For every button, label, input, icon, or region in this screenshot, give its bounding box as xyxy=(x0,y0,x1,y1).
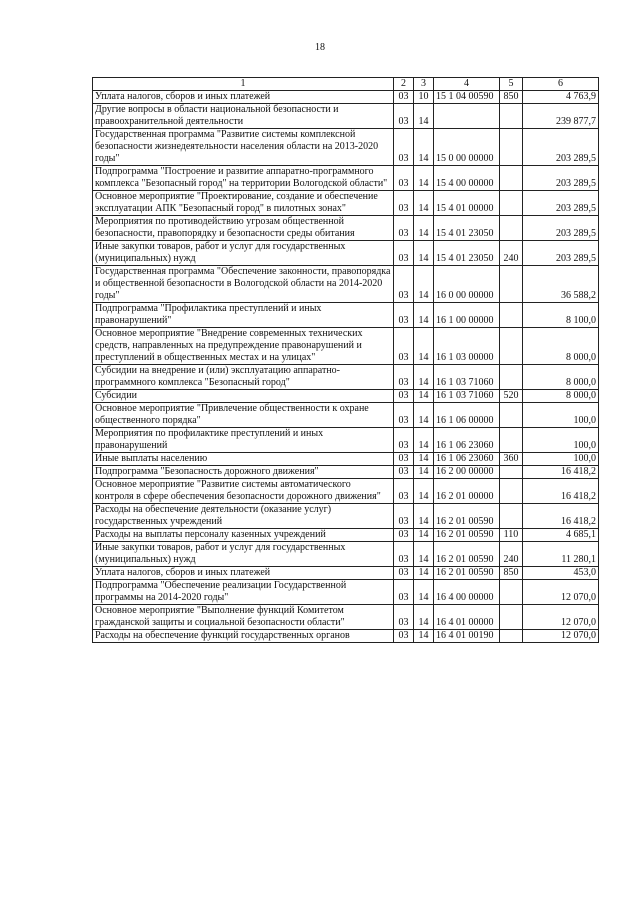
row-name: Иные закупки товаров, работ и услуг для государственных (муниципальных) нужд xyxy=(93,241,394,266)
row-subsection: 14 xyxy=(414,328,434,365)
row-target-article xyxy=(434,104,500,129)
row-name: Уплата налогов, сборов и иных платежей xyxy=(93,567,394,580)
row-subsection: 14 xyxy=(414,630,434,643)
row-target-article: 16 1 06 00000 xyxy=(434,403,500,428)
row-amount: 4 685,1 xyxy=(523,529,599,542)
row-target-article: 16 2 00 00000 xyxy=(434,466,500,479)
row-expense-type xyxy=(500,466,523,479)
row-expense-type xyxy=(500,479,523,504)
row-subsection: 10 xyxy=(414,91,434,104)
table-row xyxy=(93,580,599,605)
row-subsection: 14 xyxy=(414,241,434,266)
row-amount: 8 000,0 xyxy=(523,390,599,403)
row-section: 03 xyxy=(394,266,414,303)
table-row xyxy=(93,91,599,104)
row-expense-type: 240 xyxy=(500,542,523,567)
budget-table xyxy=(92,77,599,643)
table-row xyxy=(93,403,599,428)
column-header-target-article: 4 xyxy=(434,78,500,91)
row-target-article: 15 4 01 23050 xyxy=(434,216,500,241)
table-row xyxy=(93,191,599,216)
row-name: Подпрограмма "Безопасность дорожного движения" xyxy=(93,466,394,479)
row-name: Основное мероприятие "Проектирование, создание и обеспечение эксплуатации АПК "Безопасный город" в пилотных зонах" xyxy=(93,191,394,216)
row-amount: 239 877,7 xyxy=(523,104,599,129)
table-row xyxy=(93,303,599,328)
table-row xyxy=(93,542,599,567)
row-name: Расходы на выплаты персоналу казенных учреждений xyxy=(93,529,394,542)
row-expense-type: 110 xyxy=(500,529,523,542)
row-target-article: 16 2 01 00000 xyxy=(434,479,500,504)
row-expense-type xyxy=(500,104,523,129)
column-header-expense-type: 5 xyxy=(500,78,523,91)
column-header-subsection: 3 xyxy=(414,78,434,91)
row-expense-type xyxy=(500,129,523,166)
row-subsection: 14 xyxy=(414,567,434,580)
row-amount: 203 289,5 xyxy=(523,129,599,166)
row-amount: 100,0 xyxy=(523,428,599,453)
row-subsection: 14 xyxy=(414,479,434,504)
row-amount: 8 000,0 xyxy=(523,328,599,365)
row-target-article: 16 1 06 23060 xyxy=(434,428,500,453)
row-section: 03 xyxy=(394,529,414,542)
row-subsection: 14 xyxy=(414,453,434,466)
row-section: 03 xyxy=(394,104,414,129)
row-section: 03 xyxy=(394,303,414,328)
row-expense-type xyxy=(500,166,523,191)
row-target-article: 15 1 04 00590 xyxy=(434,91,500,104)
row-amount: 12 070,0 xyxy=(523,630,599,643)
row-section: 03 xyxy=(394,191,414,216)
row-expense-type: 240 xyxy=(500,241,523,266)
page-number: 18 xyxy=(315,42,325,53)
table-row xyxy=(93,390,599,403)
row-section: 03 xyxy=(394,542,414,567)
row-section: 03 xyxy=(394,129,414,166)
row-amount: 36 588,2 xyxy=(523,266,599,303)
row-section: 03 xyxy=(394,328,414,365)
row-expense-type: 850 xyxy=(500,91,523,104)
table-row xyxy=(93,504,599,529)
row-section: 03 xyxy=(394,580,414,605)
table-row xyxy=(93,529,599,542)
row-name: Иные закупки товаров, работ и услуг для государственных (муниципальных) нужд xyxy=(93,542,394,567)
row-target-article: 16 4 01 00000 xyxy=(434,605,500,630)
row-amount: 4 763,9 xyxy=(523,91,599,104)
row-expense-type xyxy=(500,191,523,216)
row-expense-type xyxy=(500,328,523,365)
row-amount: 203 289,5 xyxy=(523,241,599,266)
row-subsection: 14 xyxy=(414,428,434,453)
row-target-article: 16 1 03 71060 xyxy=(434,390,500,403)
row-expense-type xyxy=(500,428,523,453)
row-name: Подпрограмма "Построение и развитие аппаратно-программного комплекса "Безопасный город" на территории Вологодской области" xyxy=(93,166,394,191)
row-subsection: 14 xyxy=(414,542,434,567)
row-section: 03 xyxy=(394,630,414,643)
row-section: 03 xyxy=(394,390,414,403)
row-subsection: 14 xyxy=(414,390,434,403)
row-section: 03 xyxy=(394,504,414,529)
row-subsection: 14 xyxy=(414,504,434,529)
column-header-amount: 6 xyxy=(523,78,599,91)
row-name: Мероприятия по противодействию угрозам общественной безопасности, правопорядку и безопасности среды обитания xyxy=(93,216,394,241)
row-subsection: 14 xyxy=(414,529,434,542)
row-target-article: 16 4 00 00000 xyxy=(434,580,500,605)
row-amount: 100,0 xyxy=(523,453,599,466)
row-target-article: 16 1 06 23060 xyxy=(434,453,500,466)
table-row xyxy=(93,466,599,479)
row-target-article: 16 2 01 00590 xyxy=(434,504,500,529)
row-amount: 203 289,5 xyxy=(523,166,599,191)
row-section: 03 xyxy=(394,567,414,580)
row-subsection: 14 xyxy=(414,580,434,605)
row-amount: 11 280,1 xyxy=(523,542,599,567)
row-target-article: 16 2 01 00590 xyxy=(434,542,500,567)
table-header-row xyxy=(93,78,599,91)
row-name: Иные выплаты населению xyxy=(93,453,394,466)
row-target-article: 15 4 01 00000 xyxy=(434,191,500,216)
row-expense-type xyxy=(500,303,523,328)
table-row xyxy=(93,241,599,266)
row-section: 03 xyxy=(394,453,414,466)
table-row xyxy=(93,365,599,390)
row-target-article: 16 4 01 00190 xyxy=(434,630,500,643)
row-subsection: 14 xyxy=(414,129,434,166)
table-body xyxy=(93,91,599,643)
row-target-article: 15 0 00 00000 xyxy=(434,129,500,166)
row-subsection: 14 xyxy=(414,191,434,216)
row-subsection: 14 xyxy=(414,166,434,191)
row-subsection: 14 xyxy=(414,605,434,630)
row-section: 03 xyxy=(394,428,414,453)
row-section: 03 xyxy=(394,479,414,504)
table-row xyxy=(93,428,599,453)
row-subsection: 14 xyxy=(414,466,434,479)
table-row xyxy=(93,328,599,365)
row-subsection: 14 xyxy=(414,365,434,390)
table-row xyxy=(93,216,599,241)
row-amount: 203 289,5 xyxy=(523,216,599,241)
row-name: Основное мероприятие "Выполнение функций Комитетом гражданской защиты и социальной безопасности области" xyxy=(93,605,394,630)
row-subsection: 14 xyxy=(414,266,434,303)
row-name: Субсидии на внедрение и (или) эксплуатацию аппаратно-программного комплекса "Безопасный город" xyxy=(93,365,394,390)
row-expense-type xyxy=(500,216,523,241)
row-name: Субсидии xyxy=(93,390,394,403)
row-amount: 203 289,5 xyxy=(523,191,599,216)
table-row xyxy=(93,630,599,643)
table-row xyxy=(93,104,599,129)
table-row xyxy=(93,567,599,580)
row-name: Подпрограмма "Профилактика преступлений и иных правонарушений" xyxy=(93,303,394,328)
row-section: 03 xyxy=(394,466,414,479)
table-row xyxy=(93,605,599,630)
table-row xyxy=(93,479,599,504)
row-expense-type xyxy=(500,580,523,605)
row-target-article: 16 0 00 00000 xyxy=(434,266,500,303)
row-expense-type: 850 xyxy=(500,567,523,580)
row-subsection: 14 xyxy=(414,403,434,428)
row-expense-type xyxy=(500,266,523,303)
row-expense-type: 360 xyxy=(500,453,523,466)
row-amount: 8 100,0 xyxy=(523,303,599,328)
column-header-name: 1 xyxy=(93,78,394,91)
row-name: Мероприятия по профилактике преступлений и иных правонарушений xyxy=(93,428,394,453)
row-section: 03 xyxy=(394,403,414,428)
row-target-article: 16 1 03 71060 xyxy=(434,365,500,390)
row-target-article: 16 1 00 00000 xyxy=(434,303,500,328)
row-amount: 16 418,2 xyxy=(523,479,599,504)
row-amount: 16 418,2 xyxy=(523,504,599,529)
table-row xyxy=(93,166,599,191)
table-row xyxy=(93,129,599,166)
row-amount: 16 418,2 xyxy=(523,466,599,479)
row-name: Другие вопросы в области национальной безопасности и правоохранительной деятельности xyxy=(93,104,394,129)
row-name: Уплата налогов, сборов и иных платежей xyxy=(93,91,394,104)
row-name: Основное мероприятие "Привлечение общественности к охране общественного порядка" xyxy=(93,403,394,428)
row-expense-type xyxy=(500,504,523,529)
row-name: Подпрограмма "Обеспечение реализации Государственной программы на 2014-2020 годы" xyxy=(93,580,394,605)
row-amount: 8 000,0 xyxy=(523,365,599,390)
row-name: Расходы на обеспечение функций государственных органов xyxy=(93,630,394,643)
row-subsection: 14 xyxy=(414,303,434,328)
row-name: Основное мероприятие "Внедрение современных технических средств, направленных на предупреждение правонарушений и преступлений в общественных местах и на улицах" xyxy=(93,328,394,365)
row-section: 03 xyxy=(394,216,414,241)
row-expense-type xyxy=(500,630,523,643)
row-section: 03 xyxy=(394,241,414,266)
row-target-article: 16 1 03 00000 xyxy=(434,328,500,365)
row-target-article: 16 2 01 00590 xyxy=(434,529,500,542)
row-expense-type xyxy=(500,403,523,428)
row-expense-type xyxy=(500,605,523,630)
row-name: Основное мероприятие "Развитие системы автоматического контроля в сфере обеспечения безопасности дорожного движения" xyxy=(93,479,394,504)
row-amount: 100,0 xyxy=(523,403,599,428)
row-name: Государственная программа "Развитие системы комплексной безопасности жизнедеятельности населения области на 2013-2020 годы" xyxy=(93,129,394,166)
column-header-section: 2 xyxy=(394,78,414,91)
row-section: 03 xyxy=(394,166,414,191)
row-amount: 12 070,0 xyxy=(523,580,599,605)
row-expense-type: 520 xyxy=(500,390,523,403)
row-target-article: 15 4 01 23050 xyxy=(434,241,500,266)
row-section: 03 xyxy=(394,365,414,390)
row-target-article: 15 4 00 00000 xyxy=(434,166,500,191)
row-section: 03 xyxy=(394,91,414,104)
table-row xyxy=(93,266,599,303)
row-subsection: 14 xyxy=(414,104,434,129)
row-amount: 453,0 xyxy=(523,567,599,580)
row-target-article: 16 2 01 00590 xyxy=(434,567,500,580)
row-subsection: 14 xyxy=(414,216,434,241)
row-amount: 12 070,0 xyxy=(523,605,599,630)
row-expense-type xyxy=(500,365,523,390)
row-name: Расходы на обеспечение деятельности (оказание услуг) государственных учреждений xyxy=(93,504,394,529)
table-row xyxy=(93,453,599,466)
row-name: Государственная программа "Обеспечение законности, правопорядка и общественной безопасности в Вологодской области на 2014-2020 годы" xyxy=(93,266,394,303)
row-section: 03 xyxy=(394,605,414,630)
